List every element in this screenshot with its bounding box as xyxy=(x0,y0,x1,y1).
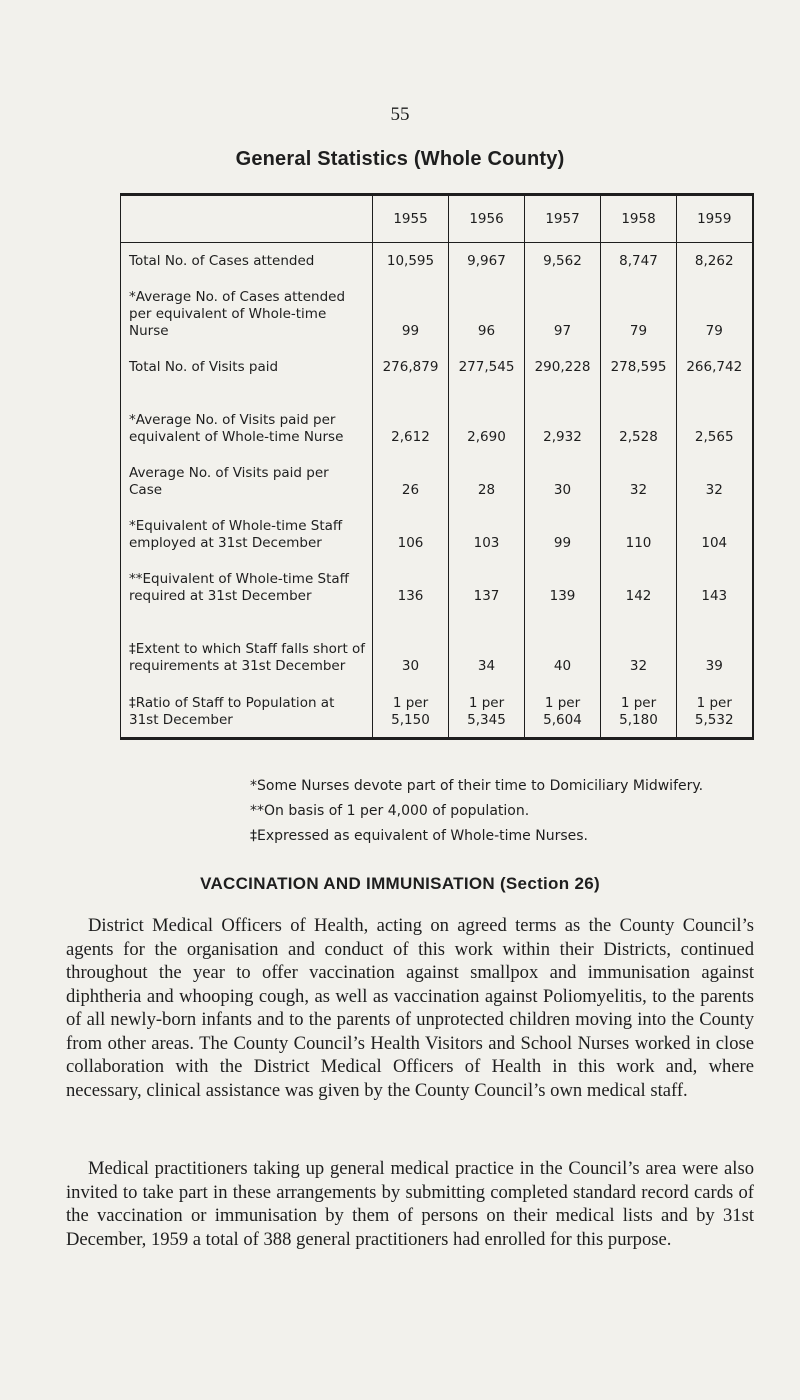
cell-value: 32 xyxy=(601,446,677,499)
row-label: *Average No. of Cases attended per equivalent of Whole-time Nurse xyxy=(129,289,346,339)
cell-value: 32 xyxy=(677,446,753,499)
cell-value: 96 xyxy=(449,270,525,340)
header-blank xyxy=(121,195,373,243)
cell-value: 2,565 xyxy=(677,376,753,446)
cell-value: 32 xyxy=(601,605,677,675)
cell-value: 9,562 xyxy=(525,243,601,271)
cell-value: 1 per 5,532 xyxy=(677,675,753,739)
header-year: 1955 xyxy=(373,195,449,243)
row-label: Average No. of Visits paid per Case xyxy=(129,465,329,498)
cell-value: 2,932 xyxy=(525,376,601,446)
cell-value: 34 xyxy=(449,605,525,675)
cell-value: 28 xyxy=(449,446,525,499)
page-number: 55 xyxy=(390,104,410,125)
table-row xyxy=(121,376,753,446)
cell-value: 2,528 xyxy=(601,376,677,446)
footnote: **On basis of 1 per 4,000 of population. xyxy=(250,803,530,819)
cell-value: 79 xyxy=(677,270,753,340)
body-paragraph: Medical practitioners taking up general medical practice in the Council’s area were also invited to take part in these arrangements by submitting completed standard record cards of the vaccination or immunisation by them of persons on their medical lists and by 31st December, 1959 a total of 388 general practitioners had enrolled for this purpose. xyxy=(66,1158,754,1250)
table-row xyxy=(121,340,753,376)
footnote: ‡Expressed as equivalent of Whole-time Nurses. xyxy=(250,828,588,844)
header-year: 1959 xyxy=(677,195,753,243)
cell-value: 30 xyxy=(373,605,449,675)
cell-value: 276,879 xyxy=(373,340,449,376)
cell-value: 1 per 5,604 xyxy=(525,675,601,739)
table-row xyxy=(121,605,753,675)
cell-value: 137 xyxy=(449,552,525,605)
cell-value: 103 xyxy=(449,499,525,552)
table-row xyxy=(121,499,753,552)
cell-value: 97 xyxy=(525,270,601,340)
cell-value: 277,545 xyxy=(449,340,525,376)
table-row xyxy=(121,675,753,739)
cell-value: 278,595 xyxy=(601,340,677,376)
row-label: ‡Extent to which Staff falls short of requirements at 31st December xyxy=(129,641,366,674)
header-year: 1958 xyxy=(601,195,677,243)
section-heading: VACCINATION AND IMMUNISATION (Section 26) xyxy=(200,874,600,893)
cell-value: 106 xyxy=(373,499,449,552)
cell-value: 99 xyxy=(525,499,601,552)
cell-value: 8,262 xyxy=(677,243,753,271)
cell-value: 9,967 xyxy=(449,243,525,271)
cell-value: 1 per 5,345 xyxy=(449,675,525,739)
cell-value: 39 xyxy=(677,605,753,675)
page-title: General Statistics (Whole County) xyxy=(235,148,565,170)
header-year: 1957 xyxy=(525,195,601,243)
footnote: *Some Nurses devote part of their time to Domiciliary Midwifery. xyxy=(250,778,704,794)
row-label: *Equivalent of Whole-time Staff employed at 31st December xyxy=(129,518,343,551)
cell-value: 290,228 xyxy=(525,340,601,376)
row-label: Total No. of Cases attended xyxy=(129,253,315,269)
header-year: 1956 xyxy=(449,195,525,243)
cell-value: 2,612 xyxy=(373,376,449,446)
table-row xyxy=(121,270,753,340)
cell-value: 30 xyxy=(525,446,601,499)
cell-value: 143 xyxy=(677,552,753,605)
body-paragraph: District Medical Officers of Health, acting on agreed terms as the County Council’s agents for the organisation and conduct of this work within their Districts, continued throughout the year to offer vaccination against smallpox and immunisation against diphtheria and whooping cough, as well as vaccination against Poliomyelitis, to the parents of all newly-born infants and to the parents of unprotected children moving into the County from other areas. The County Council’s Health Visitors and School Nurses worked in close collaboration with the District Medical Officers of Health in this work and, where necessary, clinical assistance was given by the County Council’s own medical staff. xyxy=(66,915,754,1101)
row-label: *Average No. of Visits paid per equivalent of Whole-time Nurse xyxy=(129,412,344,445)
cell-value: 79 xyxy=(601,270,677,340)
table-header-row xyxy=(121,195,753,243)
cell-value: 1 per 5,150 xyxy=(373,675,449,739)
cell-value: 99 xyxy=(373,270,449,340)
footnotes xyxy=(250,774,703,849)
table-row xyxy=(121,446,753,499)
cell-value: 136 xyxy=(373,552,449,605)
cell-value: 266,742 xyxy=(677,340,753,376)
table-row xyxy=(121,552,753,605)
cell-value: 2,690 xyxy=(449,376,525,446)
cell-value: 10,595 xyxy=(373,243,449,271)
cell-value: 110 xyxy=(601,499,677,552)
cell-value: 40 xyxy=(525,605,601,675)
row-label: Total No. of Visits paid xyxy=(129,359,279,375)
cell-value: 104 xyxy=(677,499,753,552)
row-label: **Equivalent of Whole-time Staff required at 31st December xyxy=(129,571,349,604)
cell-value: 142 xyxy=(601,552,677,605)
cell-value: 139 xyxy=(525,552,601,605)
cell-value: 1 per 5,180 xyxy=(601,675,677,739)
table-row xyxy=(121,243,753,271)
cell-value: 8,747 xyxy=(601,243,677,271)
row-label: ‡Ratio of Staff to Population at 31st December xyxy=(129,695,335,728)
cell-value: 26 xyxy=(373,446,449,499)
statistics-table xyxy=(120,193,754,740)
